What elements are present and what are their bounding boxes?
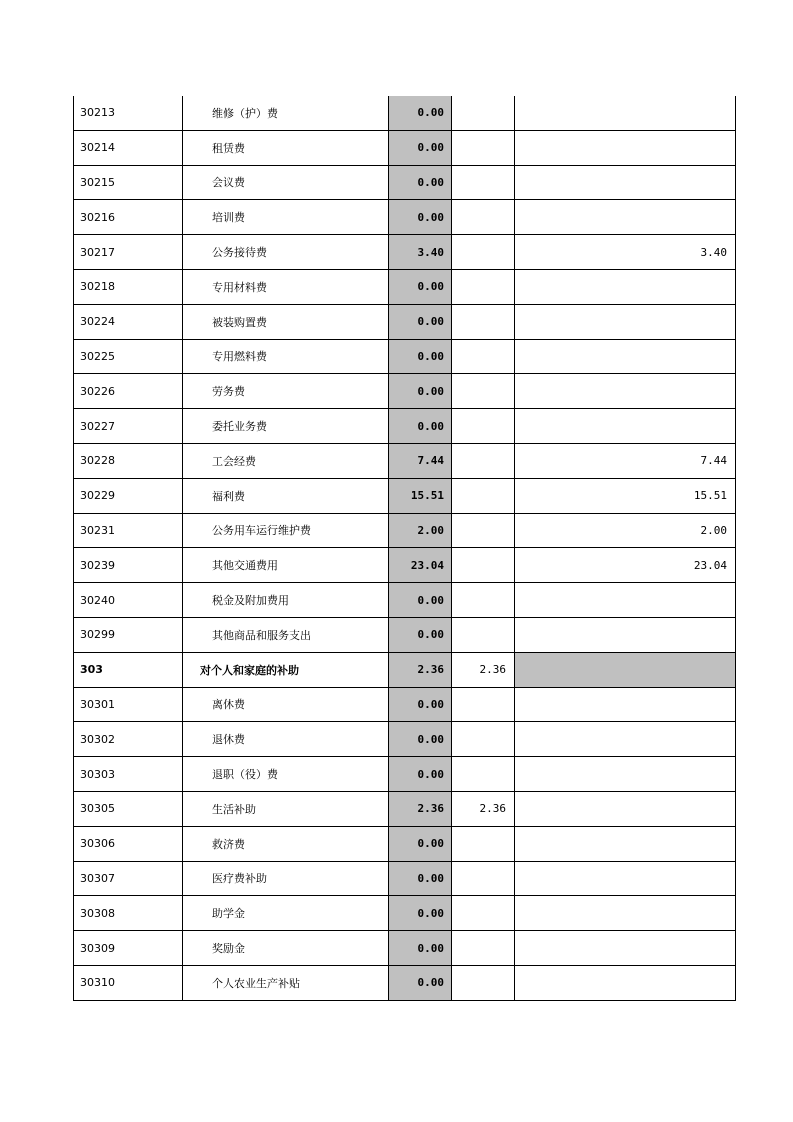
- account-name-cell: 个人农业生产补贴: [183, 965, 389, 1000]
- account-code-cell: 30229: [74, 478, 183, 513]
- basic-expenditure-cell: [452, 513, 515, 548]
- table-row: [74, 374, 736, 409]
- total-amount-cell: 0.00: [389, 965, 452, 1000]
- basic-expenditure-cell: [452, 409, 515, 444]
- total-amount-cell: 0.00: [389, 826, 452, 861]
- basic-expenditure-cell: [452, 339, 515, 374]
- table-row: [74, 443, 736, 478]
- account-name-cell: 离休费: [183, 687, 389, 722]
- total-amount-cell: 0.00: [389, 200, 452, 235]
- basic-expenditure-cell: 2.36: [452, 652, 515, 687]
- account-name-cell: 工会经费: [183, 443, 389, 478]
- total-amount-cell: 0.00: [389, 374, 452, 409]
- basic-expenditure-cell: [452, 931, 515, 966]
- table-row: [74, 269, 736, 304]
- account-code-cell: 30226: [74, 374, 183, 409]
- account-name-cell: 专用材料费: [183, 269, 389, 304]
- basic-expenditure-cell: [452, 896, 515, 931]
- account-code-cell: 30306: [74, 826, 183, 861]
- total-amount-cell: 0.00: [389, 165, 452, 200]
- table-row: [74, 722, 736, 757]
- account-code-cell: 30303: [74, 757, 183, 792]
- expenditure-table-container: [73, 96, 735, 1001]
- basic-expenditure-cell: [452, 96, 515, 130]
- total-amount-cell: 2.36: [389, 791, 452, 826]
- account-name-cell: 助学金: [183, 896, 389, 931]
- account-name-cell: 被装购置费: [183, 304, 389, 339]
- project-expenditure-cell: [515, 130, 736, 165]
- project-expenditure-cell: 23.04: [515, 548, 736, 583]
- project-expenditure-cell: [515, 617, 736, 652]
- basic-expenditure-cell: [452, 374, 515, 409]
- account-name-cell: 福利费: [183, 478, 389, 513]
- project-expenditure-cell: 3.40: [515, 235, 736, 270]
- total-amount-cell: 0.00: [389, 617, 452, 652]
- basic-expenditure-cell: [452, 478, 515, 513]
- table-row: [74, 617, 736, 652]
- account-code-cell: 30307: [74, 861, 183, 896]
- total-amount-cell: 0.00: [389, 339, 452, 374]
- table-row: [74, 826, 736, 861]
- basic-expenditure-cell: [452, 235, 515, 270]
- project-expenditure-cell: [515, 931, 736, 966]
- project-expenditure-cell: [515, 583, 736, 618]
- table-row: [74, 965, 736, 1000]
- project-expenditure-cell: [515, 722, 736, 757]
- basic-expenditure-cell: [452, 200, 515, 235]
- table-row: [74, 548, 736, 583]
- total-amount-cell: 0.00: [389, 722, 452, 757]
- account-code-cell: 30227: [74, 409, 183, 444]
- account-code-cell: 30228: [74, 443, 183, 478]
- table-row: [74, 304, 736, 339]
- table-row-group: [74, 652, 736, 687]
- basic-expenditure-cell: [452, 130, 515, 165]
- total-amount-cell: 0.00: [389, 931, 452, 966]
- account-name-cell: 委托业务费: [183, 409, 389, 444]
- account-code-cell: 30215: [74, 165, 183, 200]
- account-name-cell: 培训费: [183, 200, 389, 235]
- account-code-cell: 30299: [74, 617, 183, 652]
- table-row: [74, 96, 736, 130]
- account-name-cell: 救济费: [183, 826, 389, 861]
- basic-expenditure-cell: [452, 165, 515, 200]
- account-code-cell: 30224: [74, 304, 183, 339]
- total-amount-cell: 0.00: [389, 583, 452, 618]
- account-name-cell: 退职（役）费: [183, 757, 389, 792]
- account-name-cell: 医疗费补助: [183, 861, 389, 896]
- project-expenditure-cell: [515, 269, 736, 304]
- table-row: [74, 583, 736, 618]
- account-code-cell: 30218: [74, 269, 183, 304]
- account-code-cell: 30239: [74, 548, 183, 583]
- basic-expenditure-cell: [452, 304, 515, 339]
- project-expenditure-cell: [515, 304, 736, 339]
- account-name-cell: 税金及附加费用: [183, 583, 389, 618]
- account-name-cell: 公务用车运行维护费: [183, 513, 389, 548]
- account-name-cell: 奖励金: [183, 931, 389, 966]
- table-row: [74, 791, 736, 826]
- basic-expenditure-cell: [452, 861, 515, 896]
- total-amount-cell: 0.00: [389, 269, 452, 304]
- table-row: [74, 757, 736, 792]
- total-amount-cell: 0.00: [389, 687, 452, 722]
- account-name-cell: 劳务费: [183, 374, 389, 409]
- account-code-cell: 30216: [74, 200, 183, 235]
- table-row: [74, 478, 736, 513]
- total-amount-cell: 0.00: [389, 130, 452, 165]
- basic-expenditure-cell: [452, 443, 515, 478]
- table-row: [74, 861, 736, 896]
- table-row: [74, 896, 736, 931]
- table-row: [74, 200, 736, 235]
- project-expenditure-cell: [515, 826, 736, 861]
- expenditure-table: [73, 96, 736, 1001]
- total-amount-cell: 0.00: [389, 757, 452, 792]
- total-amount-cell: 0.00: [389, 304, 452, 339]
- account-code-cell: 303: [74, 652, 183, 687]
- basic-expenditure-cell: [452, 583, 515, 618]
- basic-expenditure-cell: [452, 269, 515, 304]
- project-expenditure-cell: [515, 374, 736, 409]
- table-row: [74, 409, 736, 444]
- account-code-cell: 30225: [74, 339, 183, 374]
- project-expenditure-cell: [515, 96, 736, 130]
- account-code-cell: 30213: [74, 96, 183, 130]
- project-expenditure-cell: [515, 687, 736, 722]
- total-amount-cell: 15.51: [389, 478, 452, 513]
- account-code-cell: 30214: [74, 130, 183, 165]
- project-expenditure-cell: [515, 861, 736, 896]
- table-row: [74, 687, 736, 722]
- project-expenditure-cell: [515, 965, 736, 1000]
- table-body: [74, 96, 736, 1000]
- total-amount-cell: 0.00: [389, 409, 452, 444]
- account-name-cell: 退休费: [183, 722, 389, 757]
- project-expenditure-cell: 2.00: [515, 513, 736, 548]
- basic-expenditure-cell: [452, 722, 515, 757]
- project-expenditure-cell: [515, 652, 736, 687]
- account-name-cell: 对个人和家庭的补助: [183, 652, 389, 687]
- project-expenditure-cell: [515, 165, 736, 200]
- basic-expenditure-cell: [452, 965, 515, 1000]
- account-code-cell: 30310: [74, 965, 183, 1000]
- table-row: [74, 339, 736, 374]
- project-expenditure-cell: [515, 339, 736, 374]
- account-code-cell: 30305: [74, 791, 183, 826]
- account-code-cell: 30240: [74, 583, 183, 618]
- basic-expenditure-cell: [452, 617, 515, 652]
- table-row: [74, 513, 736, 548]
- basic-expenditure-cell: [452, 548, 515, 583]
- account-code-cell: 30302: [74, 722, 183, 757]
- account-name-cell: 专用燃料费: [183, 339, 389, 374]
- basic-expenditure-cell: [452, 687, 515, 722]
- total-amount-cell: 2.36: [389, 652, 452, 687]
- project-expenditure-cell: [515, 409, 736, 444]
- table-row: [74, 931, 736, 966]
- total-amount-cell: 0.00: [389, 861, 452, 896]
- account-code-cell: 30217: [74, 235, 183, 270]
- project-expenditure-cell: [515, 757, 736, 792]
- table-row: [74, 235, 736, 270]
- total-amount-cell: 0.00: [389, 896, 452, 931]
- total-amount-cell: 0.00: [389, 96, 452, 130]
- project-expenditure-cell: [515, 791, 736, 826]
- account-name-cell: 生活补助: [183, 791, 389, 826]
- total-amount-cell: 2.00: [389, 513, 452, 548]
- project-expenditure-cell: 15.51: [515, 478, 736, 513]
- project-expenditure-cell: [515, 200, 736, 235]
- basic-expenditure-cell: [452, 826, 515, 861]
- project-expenditure-cell: 7.44: [515, 443, 736, 478]
- table-row: [74, 165, 736, 200]
- account-code-cell: 30308: [74, 896, 183, 931]
- total-amount-cell: 23.04: [389, 548, 452, 583]
- account-name-cell: 其他交通费用: [183, 548, 389, 583]
- account-code-cell: 30301: [74, 687, 183, 722]
- basic-expenditure-cell: [452, 757, 515, 792]
- account-name-cell: 租赁费: [183, 130, 389, 165]
- account-code-cell: 30231: [74, 513, 183, 548]
- account-name-cell: 会议费: [183, 165, 389, 200]
- project-expenditure-cell: [515, 896, 736, 931]
- basic-expenditure-cell: 2.36: [452, 791, 515, 826]
- account-code-cell: 30309: [74, 931, 183, 966]
- total-amount-cell: 7.44: [389, 443, 452, 478]
- account-name-cell: 公务接待费: [183, 235, 389, 270]
- account-name-cell: 其他商品和服务支出: [183, 617, 389, 652]
- table-row: [74, 130, 736, 165]
- total-amount-cell: 3.40: [389, 235, 452, 270]
- account-name-cell: 维修（护）费: [183, 96, 389, 130]
